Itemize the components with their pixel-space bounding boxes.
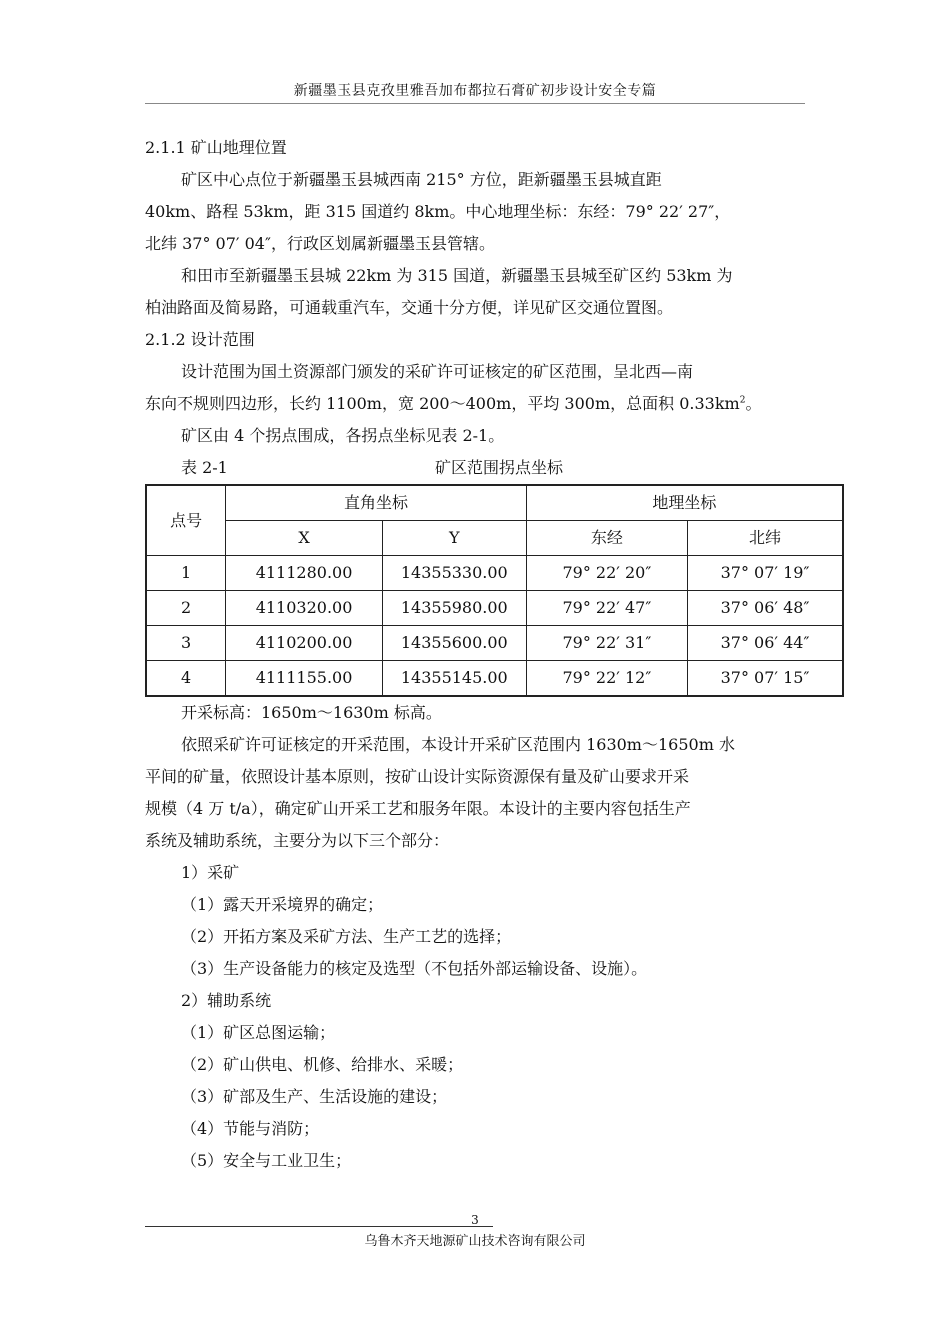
paragraph-line: 设计范围为国土资源部门颁发的采矿许可证核定的矿区范围，呈北西—南 — [181, 362, 694, 381]
section-heading: 2.1.2 设计范围 — [145, 330, 255, 349]
list-item: （5）安全与工业卫生； — [181, 1151, 352, 1170]
table-cell: 14355980.00 — [382, 591, 526, 626]
paragraph-line: 系统及辅助系统，主要分为以下三个部分： — [145, 831, 450, 850]
table-caption — [145, 452, 805, 484]
paragraph-line: 矿区中心点位于新疆墨玉县城西南 215° 方位，距新疆墨玉县城直距 — [181, 170, 662, 189]
table-row — [146, 626, 843, 661]
table-cell: 4111280.00 — [226, 556, 383, 591]
paragraph-line: 依照采矿许可证核定的开采范围，本设计开采矿区范围内 1630m～1650m 水 — [181, 735, 735, 754]
table-cell: 1 — [146, 556, 226, 591]
table-cell: 4111155.00 — [226, 661, 383, 697]
header-cell: X — [226, 521, 383, 556]
paragraph-line: 矿区由 4 个拐点围成，各拐点坐标见表 2-1。 — [181, 426, 505, 445]
table-cell: 37° 07′ 19″ — [688, 556, 843, 591]
paragraph-line: 规模（4 万 t/a），确定矿山开采工艺和服务年限。本设计的主要内容包括生产 — [145, 799, 691, 818]
table-cell: 37° 07′ 15″ — [688, 661, 843, 697]
paragraph-line — [145, 388, 805, 420]
list-item: （4）节能与消防； — [181, 1119, 320, 1138]
page-footer: 乌鲁木齐天地源矿山技术咨询有限公司 — [364, 1234, 586, 1249]
paragraph-line: 40km、路程 53km，距 315 国道约 8km。中心地理坐标：东经：79° 22′ 27″， — [145, 202, 731, 221]
header-cell: 地理坐标 — [526, 485, 843, 521]
table-header-row — [146, 485, 843, 521]
table-cell: 37° 06′ 48″ — [688, 591, 843, 626]
list-item: 1）采矿 — [181, 863, 240, 882]
table-number: 表 2-1 — [181, 458, 228, 477]
paragraph-line: 平间的矿量，依照设计基本原则，按矿山设计实际资源保有量及矿山要求开采 — [145, 767, 690, 786]
paragraph-line: 开采标高：1650m～1630m 标高。 — [181, 703, 442, 722]
table-cell: 4110320.00 — [226, 591, 383, 626]
table-cell: 14355330.00 — [382, 556, 526, 591]
table-cell: 79° 22′ 47″ — [526, 591, 687, 626]
header-cell: 直角坐标 — [226, 485, 527, 521]
table-cell: 4110200.00 — [226, 626, 383, 661]
table-title: 矿区范围拐点坐标 — [435, 458, 564, 477]
table-cell: 14355145.00 — [382, 661, 526, 697]
header-cell: 点号 — [146, 485, 226, 556]
period: 。 — [745, 394, 762, 413]
table-cell: 79° 22′ 12″ — [526, 661, 687, 697]
page-number: 3 — [471, 1213, 479, 1227]
list-item: （1）露天开采境界的确定； — [181, 895, 384, 914]
header-cell: Y — [382, 521, 526, 556]
superscript: 2 — [739, 395, 746, 406]
coordinates-table — [145, 484, 844, 697]
table-cell: 4 — [146, 661, 226, 697]
list-item: （1）矿区总图运输； — [181, 1023, 336, 1042]
table-cell: 79° 22′ 20″ — [526, 556, 687, 591]
table-row — [146, 591, 843, 626]
table-cell: 2 — [146, 591, 226, 626]
list-item: （2）矿山供电、机修、给排水、采暖； — [181, 1055, 464, 1074]
table-cell: 3 — [146, 626, 226, 661]
paragraph-line: 柏油路面及简易路，可通载重汽车，交通十分方便，详见矿区交通位置图。 — [145, 298, 674, 317]
table-header-row — [146, 521, 843, 556]
list-item: （3）矿部及生产、生活设施的建设； — [181, 1087, 448, 1106]
page-header: 新疆墨玉县克孜里雅吾加布都拉石膏矿初步设计安全专篇 — [293, 83, 657, 99]
table-cell: 37° 06′ 44″ — [688, 626, 843, 661]
list-item: 2）辅助系统 — [181, 991, 272, 1010]
section-heading: 2.1.1 矿山地理位置 — [145, 138, 287, 157]
list-item: （2）开拓方案及采矿方法、生产工艺的选择； — [181, 927, 512, 946]
table-row — [146, 661, 843, 697]
footer-divider — [145, 1226, 493, 1227]
table-row — [146, 556, 843, 591]
area-text: 东向不规则四边形，长约 1100m，宽 200～400m，平均 300m，总面积 0.33km — [145, 394, 740, 413]
paragraph-line: 和田市至新疆墨玉县城 22km 为 315 国道，新疆墨玉县城至矿区约 53km 为 — [181, 266, 733, 285]
header-cell: 北纬 — [688, 521, 843, 556]
header-cell: 东经 — [526, 521, 687, 556]
document-body — [145, 132, 810, 1177]
list-item: （3）生产设备能力的核定及选型（不包括外部运输设备、设施）。 — [181, 959, 648, 978]
table-cell: 14355600.00 — [382, 626, 526, 661]
header-divider — [145, 103, 805, 104]
table-cell: 79° 22′ 31″ — [526, 626, 687, 661]
paragraph-line: 北纬 37° 07′ 04″，行政区划属新疆墨玉县管辖。 — [145, 234, 495, 253]
